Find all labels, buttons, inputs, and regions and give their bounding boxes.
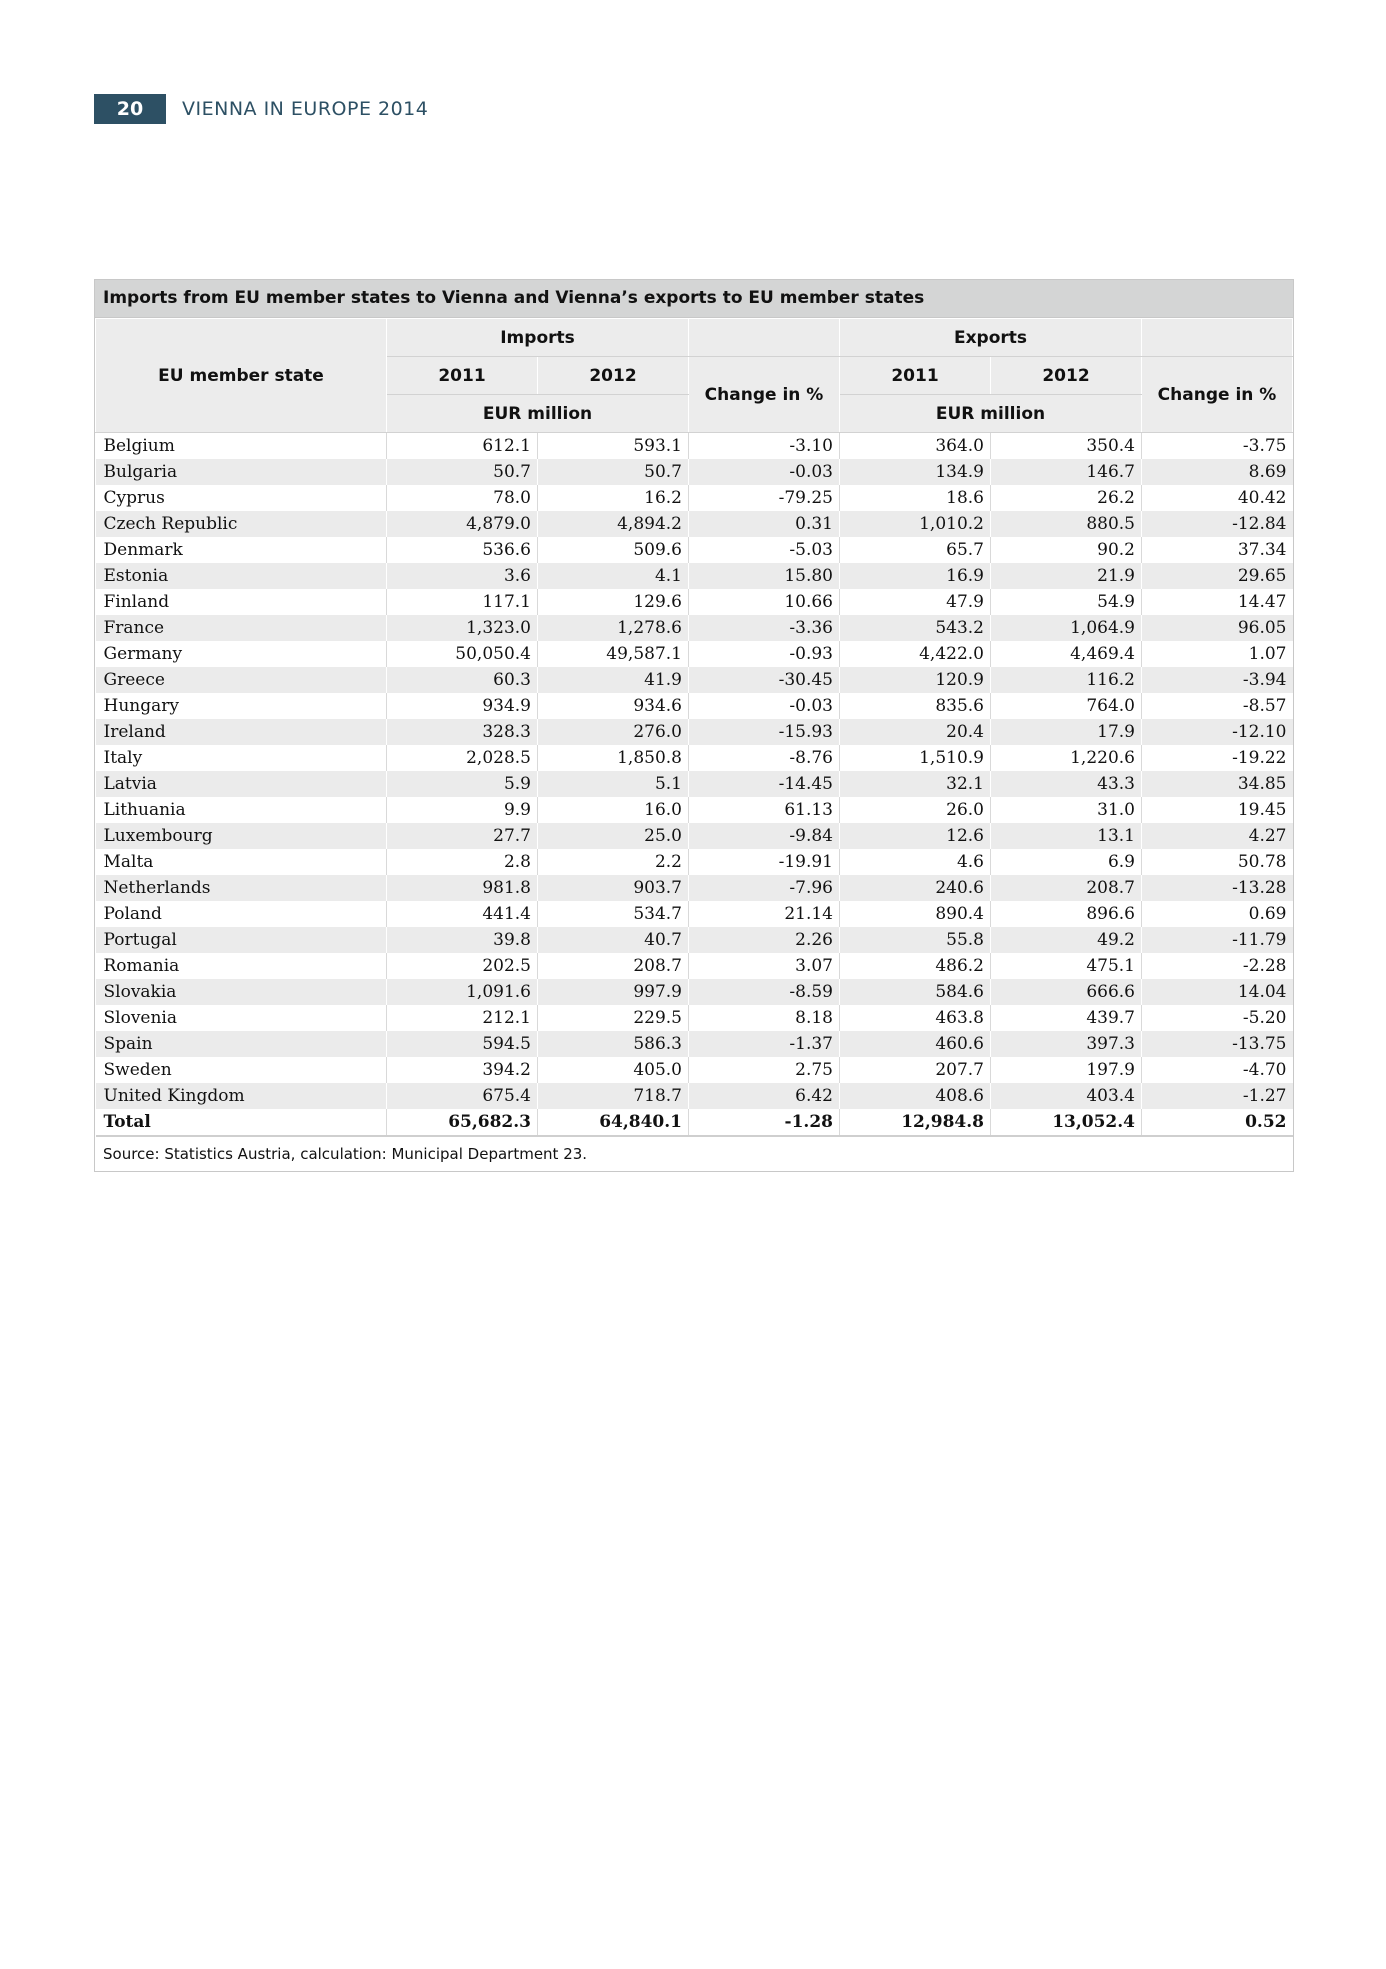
cell-exports-2012: 17.9 bbox=[991, 719, 1142, 745]
cell-imports-2012: 903.7 bbox=[538, 875, 689, 901]
cell-member-state: Sweden bbox=[103, 1060, 172, 1080]
cell-imports-2011: 39.8 bbox=[387, 927, 538, 953]
cell-member-state: France bbox=[96, 615, 387, 641]
cell-exports-2011: 26.0 bbox=[840, 797, 991, 823]
cell-imports-change: -1.28 bbox=[689, 1109, 840, 1136]
cell-imports-2012: 5.1 bbox=[538, 771, 689, 797]
table-row bbox=[96, 875, 1293, 901]
cell-imports-2012: 64,840.1 bbox=[538, 1109, 689, 1136]
cell-imports-2011: 50,050.4 bbox=[387, 641, 538, 667]
cell-imports-change: -7.96 bbox=[689, 875, 840, 901]
cell-exports-2011: 65.7 bbox=[840, 537, 991, 563]
cell-member-state: Finland bbox=[103, 592, 170, 612]
cell-exports-change: -3.75 bbox=[1142, 433, 1293, 460]
cell-exports-2012: 764.0 bbox=[991, 693, 1142, 719]
cell-exports-change: -3.94 bbox=[1142, 667, 1293, 693]
cell-exports-change: -2.28 bbox=[1142, 953, 1293, 979]
cell-imports-change: -79.25 bbox=[689, 485, 840, 511]
cell-imports-2012: 208.7 bbox=[538, 953, 689, 979]
cell-exports-2011: 835.6 bbox=[840, 693, 991, 719]
header-imports-change: Change in % bbox=[689, 357, 840, 433]
cell-exports-change: 34.85 bbox=[1142, 771, 1293, 797]
cell-exports-change: -11.79 bbox=[1142, 927, 1293, 953]
cell-exports-change: 96.05 bbox=[1142, 615, 1293, 641]
cell-imports-2011: 3.6 bbox=[387, 563, 538, 589]
cell-imports-change: 0.31 bbox=[689, 511, 840, 537]
table-row bbox=[96, 485, 1293, 511]
cell-member-state: Germany bbox=[103, 644, 183, 664]
cell-imports-2011: 934.9 bbox=[387, 693, 538, 719]
table-row bbox=[96, 849, 1293, 875]
cell-exports-2012: 208.7 bbox=[991, 875, 1142, 901]
cell-exports-2012: 21.9 bbox=[991, 563, 1142, 589]
cell-exports-2012: 1,220.6 bbox=[991, 745, 1142, 771]
cell-exports-2012: 146.7 bbox=[991, 459, 1142, 485]
header-imports-2011: 2011 bbox=[387, 357, 538, 395]
cell-imports-2011: 117.1 bbox=[387, 589, 538, 615]
cell-member-state: Denmark bbox=[103, 540, 183, 560]
cell-imports-2012: 129.6 bbox=[538, 589, 689, 615]
cell-exports-2011: 120.9 bbox=[840, 667, 991, 693]
cell-imports-change: -15.93 bbox=[689, 719, 840, 745]
cell-member-state: Luxembourg bbox=[96, 823, 387, 849]
cell-exports-2012: 116.2 bbox=[991, 667, 1142, 693]
cell-imports-change: 10.66 bbox=[689, 589, 840, 615]
table-row bbox=[96, 511, 1293, 537]
cell-exports-change: 40.42 bbox=[1142, 485, 1293, 511]
cell-imports-2011: 2,028.5 bbox=[387, 745, 538, 771]
cell-imports-2012: 25.0 bbox=[538, 823, 689, 849]
cell-exports-2012: 26.2 bbox=[991, 485, 1142, 511]
cell-imports-change: 2.26 bbox=[689, 927, 840, 953]
cell-exports-2012: 13.1 bbox=[991, 823, 1142, 849]
cell-exports-2011: 460.6 bbox=[840, 1031, 991, 1057]
cell-exports-2011: 4,422.0 bbox=[840, 641, 991, 667]
cell-imports-2011: 50.7 bbox=[387, 459, 538, 485]
cell-exports-change: -1.27 bbox=[1142, 1083, 1293, 1109]
source-note: Source: Statistics Austria, calculation: Municipal Department 23. bbox=[103, 1145, 588, 1163]
cell-imports-2012: 41.9 bbox=[538, 667, 689, 693]
cell-exports-2012: 6.9 bbox=[991, 849, 1142, 875]
header-exports-group: Exports bbox=[840, 319, 1142, 357]
cell-imports-change: -0.03 bbox=[689, 459, 840, 485]
cell-exports-2011: 207.7 bbox=[840, 1057, 991, 1083]
table-row bbox=[96, 667, 1293, 693]
table-row bbox=[96, 927, 1293, 953]
cell-imports-change: -3.36 bbox=[689, 615, 840, 641]
cell-imports-2011: 1,323.0 bbox=[387, 615, 538, 641]
cell-exports-change: 1.07 bbox=[1142, 641, 1293, 667]
cell-imports-2011: 441.4 bbox=[387, 901, 538, 927]
cell-imports-2011: 612.1 bbox=[387, 433, 538, 460]
cell-imports-2011: 536.6 bbox=[387, 537, 538, 563]
cell-imports-change: 61.13 bbox=[689, 797, 840, 823]
table-row bbox=[96, 719, 1293, 745]
cell-exports-change: 4.27 bbox=[1142, 823, 1293, 849]
header-exports-2012: 2012 bbox=[991, 357, 1142, 395]
cell-imports-2012: 586.3 bbox=[538, 1031, 689, 1057]
cell-exports-2011: 584.6 bbox=[840, 979, 991, 1005]
cell-member-state: Belgium bbox=[103, 436, 175, 456]
cell-exports-2012: 397.3 bbox=[991, 1031, 1142, 1057]
header-exports-2011: 2011 bbox=[840, 357, 991, 395]
cell-imports-2012: 1,850.8 bbox=[538, 745, 689, 771]
cell-imports-change: 21.14 bbox=[689, 901, 840, 927]
cell-exports-2011: 543.2 bbox=[840, 615, 991, 641]
cell-imports-2011: 65,682.3 bbox=[387, 1109, 538, 1136]
cell-imports-2011: 60.3 bbox=[387, 667, 538, 693]
header-exports-unit: EUR million bbox=[840, 395, 1142, 433]
cell-imports-2012: 534.7 bbox=[538, 901, 689, 927]
cell-exports-change: 50.78 bbox=[1142, 849, 1293, 875]
cell-exports-change: -5.20 bbox=[1142, 1005, 1293, 1031]
cell-exports-2012: 880.5 bbox=[991, 511, 1142, 537]
page-header bbox=[94, 94, 428, 124]
cell-exports-change: 29.65 bbox=[1142, 563, 1293, 589]
cell-exports-2011: 1,010.2 bbox=[840, 511, 991, 537]
cell-imports-change: -8.59 bbox=[689, 979, 840, 1005]
cell-imports-change: 15.80 bbox=[689, 563, 840, 589]
cell-exports-2011: 55.8 bbox=[840, 927, 991, 953]
cell-imports-2011: 328.3 bbox=[387, 719, 538, 745]
cell-imports-change: -8.76 bbox=[689, 745, 840, 771]
cell-exports-2011: 47.9 bbox=[840, 589, 991, 615]
cell-member-state: Romania bbox=[103, 956, 180, 976]
cell-imports-2011: 5.9 bbox=[387, 771, 538, 797]
cell-imports-2012: 1,278.6 bbox=[538, 615, 689, 641]
cell-member-state: Poland bbox=[103, 904, 162, 924]
cell-exports-change: -12.84 bbox=[1142, 511, 1293, 537]
table-row bbox=[96, 797, 1293, 823]
cell-imports-2012: 718.7 bbox=[538, 1083, 689, 1109]
document-title: VIENNA IN EUROPE 2014 bbox=[182, 98, 429, 120]
cell-member-state: Portugal bbox=[96, 927, 387, 953]
cell-imports-2011: 981.8 bbox=[387, 875, 538, 901]
cell-exports-2011: 890.4 bbox=[840, 901, 991, 927]
cell-imports-change: -5.03 bbox=[689, 537, 840, 563]
cell-exports-change: -13.28 bbox=[1142, 875, 1293, 901]
cell-exports-2012: 13,052.4 bbox=[991, 1109, 1142, 1136]
cell-imports-2012: 509.6 bbox=[538, 537, 689, 563]
cell-imports-2012: 16.2 bbox=[538, 485, 689, 511]
cell-imports-2011: 9.9 bbox=[387, 797, 538, 823]
cell-exports-2012: 666.6 bbox=[991, 979, 1142, 1005]
cell-imports-change: -0.93 bbox=[689, 641, 840, 667]
cell-exports-change: -12.10 bbox=[1142, 719, 1293, 745]
cell-imports-2012: 2.2 bbox=[538, 849, 689, 875]
cell-exports-change: 37.34 bbox=[1142, 537, 1293, 563]
cell-member-state: Czech Republic bbox=[96, 511, 387, 537]
cell-imports-2012: 49,587.1 bbox=[538, 641, 689, 667]
cell-exports-2012: 197.9 bbox=[991, 1057, 1142, 1083]
cell-exports-2011: 486.2 bbox=[840, 953, 991, 979]
cell-exports-2012: 4,469.4 bbox=[991, 641, 1142, 667]
cell-imports-change: -19.91 bbox=[689, 849, 840, 875]
cell-exports-2011: 364.0 bbox=[840, 433, 991, 460]
cell-imports-2011: 4,879.0 bbox=[387, 511, 538, 537]
cell-imports-2011: 394.2 bbox=[387, 1057, 538, 1083]
cell-imports-2012: 4.1 bbox=[538, 563, 689, 589]
cell-exports-2011: 1,510.9 bbox=[840, 745, 991, 771]
table-row bbox=[96, 1005, 1293, 1031]
cell-exports-2011: 4.6 bbox=[840, 849, 991, 875]
header-imports-group: Imports bbox=[387, 319, 689, 357]
cell-exports-2011: 463.8 bbox=[840, 1005, 991, 1031]
cell-imports-change: -1.37 bbox=[689, 1031, 840, 1057]
cell-exports-2011: 240.6 bbox=[840, 875, 991, 901]
table-row bbox=[96, 641, 1293, 667]
cell-member-state: Hungary bbox=[103, 696, 179, 716]
cell-exports-2012: 475.1 bbox=[991, 953, 1142, 979]
cell-imports-2011: 594.5 bbox=[387, 1031, 538, 1057]
table-row bbox=[96, 693, 1293, 719]
table-total-row bbox=[96, 1109, 1293, 1136]
cell-imports-2012: 997.9 bbox=[538, 979, 689, 1005]
table-row bbox=[96, 615, 1293, 641]
trade-table bbox=[95, 318, 1293, 1137]
cell-exports-change: 0.52 bbox=[1142, 1109, 1293, 1136]
header-imports-unit: EUR million bbox=[387, 395, 689, 433]
header-member-state: EU member state bbox=[96, 319, 387, 433]
cell-imports-change: -9.84 bbox=[689, 823, 840, 849]
table-row bbox=[96, 1031, 1293, 1057]
cell-exports-2011: 16.9 bbox=[840, 563, 991, 589]
cell-imports-2012: 405.0 bbox=[538, 1057, 689, 1083]
cell-exports-2011: 12.6 bbox=[840, 823, 991, 849]
cell-exports-2012: 54.9 bbox=[991, 589, 1142, 615]
cell-member-state: Bulgaria bbox=[96, 459, 387, 485]
cell-member-state: Greece bbox=[96, 667, 387, 693]
table-row bbox=[96, 537, 1293, 563]
cell-exports-2012: 1,064.9 bbox=[991, 615, 1142, 641]
cell-exports-2012: 350.4 bbox=[991, 433, 1142, 460]
cell-exports-2011: 134.9 bbox=[840, 459, 991, 485]
table-row bbox=[96, 589, 1293, 615]
cell-member-state: Slovakia bbox=[96, 979, 387, 1005]
cell-imports-change: -3.10 bbox=[689, 433, 840, 460]
cell-imports-2012: 50.7 bbox=[538, 459, 689, 485]
table-body bbox=[96, 433, 1293, 1137]
cell-imports-2012: 276.0 bbox=[538, 719, 689, 745]
cell-imports-change: 6.42 bbox=[689, 1083, 840, 1109]
header-imports-2012: 2012 bbox=[538, 357, 689, 395]
cell-member-state: Total bbox=[96, 1109, 387, 1136]
header-blank-exports bbox=[1142, 319, 1293, 357]
cell-imports-2011: 2.8 bbox=[387, 849, 538, 875]
cell-member-state: Spain bbox=[96, 1031, 387, 1057]
cell-imports-change: 3.07 bbox=[689, 953, 840, 979]
cell-exports-2012: 896.6 bbox=[991, 901, 1142, 927]
header-exports-change: Change in % bbox=[1142, 357, 1293, 433]
cell-member-state: Cyprus bbox=[103, 488, 165, 508]
table-row bbox=[96, 433, 1293, 460]
cell-imports-2012: 593.1 bbox=[538, 433, 689, 460]
table-title: Imports from EU member states to Vienna and Vienna’s exports to EU member states bbox=[95, 280, 1293, 318]
table-row bbox=[96, 901, 1293, 927]
cell-exports-change: -13.75 bbox=[1142, 1031, 1293, 1057]
cell-member-state: Latvia bbox=[96, 771, 387, 797]
cell-member-state: Netherlands bbox=[96, 875, 387, 901]
cell-imports-2012: 16.0 bbox=[538, 797, 689, 823]
cell-exports-change: 14.47 bbox=[1142, 589, 1293, 615]
cell-imports-2011: 212.1 bbox=[387, 1005, 538, 1031]
cell-imports-2011: 1,091.6 bbox=[387, 979, 538, 1005]
cell-imports-2011: 675.4 bbox=[387, 1083, 538, 1109]
cell-exports-2012: 403.4 bbox=[991, 1083, 1142, 1109]
cell-exports-2012: 90.2 bbox=[991, 537, 1142, 563]
cell-member-state: Lithuania bbox=[103, 800, 186, 820]
cell-member-state: Estonia bbox=[96, 563, 387, 589]
cell-exports-change: 14.04 bbox=[1142, 979, 1293, 1005]
cell-member-state: Ireland bbox=[96, 719, 387, 745]
cell-exports-2011: 12,984.8 bbox=[840, 1109, 991, 1136]
cell-exports-change: -19.22 bbox=[1142, 745, 1293, 771]
cell-member-state: Italy bbox=[103, 748, 143, 768]
cell-exports-2012: 43.3 bbox=[991, 771, 1142, 797]
table-row bbox=[96, 459, 1293, 485]
header-blank-imports bbox=[689, 319, 840, 357]
cell-exports-2012: 31.0 bbox=[991, 797, 1142, 823]
cell-imports-2012: 934.6 bbox=[538, 693, 689, 719]
cell-exports-change: 0.69 bbox=[1142, 901, 1293, 927]
cell-exports-change: 19.45 bbox=[1142, 797, 1293, 823]
cell-imports-change: -30.45 bbox=[689, 667, 840, 693]
table-row bbox=[96, 1057, 1293, 1083]
cell-exports-2011: 20.4 bbox=[840, 719, 991, 745]
table-row bbox=[96, 823, 1293, 849]
cell-exports-2012: 49.2 bbox=[991, 927, 1142, 953]
cell-imports-2011: 78.0 bbox=[387, 485, 538, 511]
table-row bbox=[96, 771, 1293, 797]
page-number: 20 bbox=[94, 94, 166, 124]
cell-imports-2012: 229.5 bbox=[538, 1005, 689, 1031]
cell-member-state: United Kingdom bbox=[96, 1083, 387, 1109]
cell-exports-change: -4.70 bbox=[1142, 1057, 1293, 1083]
cell-exports-change: 8.69 bbox=[1142, 459, 1293, 485]
table-row bbox=[96, 979, 1293, 1005]
table-header bbox=[96, 319, 1293, 433]
cell-exports-2011: 32.1 bbox=[840, 771, 991, 797]
cell-imports-change: -0.03 bbox=[689, 693, 840, 719]
cell-imports-change: -14.45 bbox=[689, 771, 840, 797]
table-row bbox=[96, 745, 1293, 771]
cell-imports-2011: 27.7 bbox=[387, 823, 538, 849]
cell-exports-change: -8.57 bbox=[1142, 693, 1293, 719]
table-row bbox=[96, 563, 1293, 589]
cell-imports-change: 2.75 bbox=[689, 1057, 840, 1083]
cell-exports-2011: 18.6 bbox=[840, 485, 991, 511]
cell-exports-2012: 439.7 bbox=[991, 1005, 1142, 1031]
table-row bbox=[96, 953, 1293, 979]
cell-imports-change: 8.18 bbox=[689, 1005, 840, 1031]
cell-imports-2012: 4,894.2 bbox=[538, 511, 689, 537]
table-row bbox=[96, 1083, 1293, 1109]
cell-imports-2011: 202.5 bbox=[387, 953, 538, 979]
cell-member-state: Malta bbox=[103, 852, 154, 872]
cell-imports-2012: 40.7 bbox=[538, 927, 689, 953]
trade-table-container bbox=[94, 279, 1294, 1172]
cell-exports-2011: 408.6 bbox=[840, 1083, 991, 1109]
cell-member-state: Slovenia bbox=[103, 1008, 178, 1028]
